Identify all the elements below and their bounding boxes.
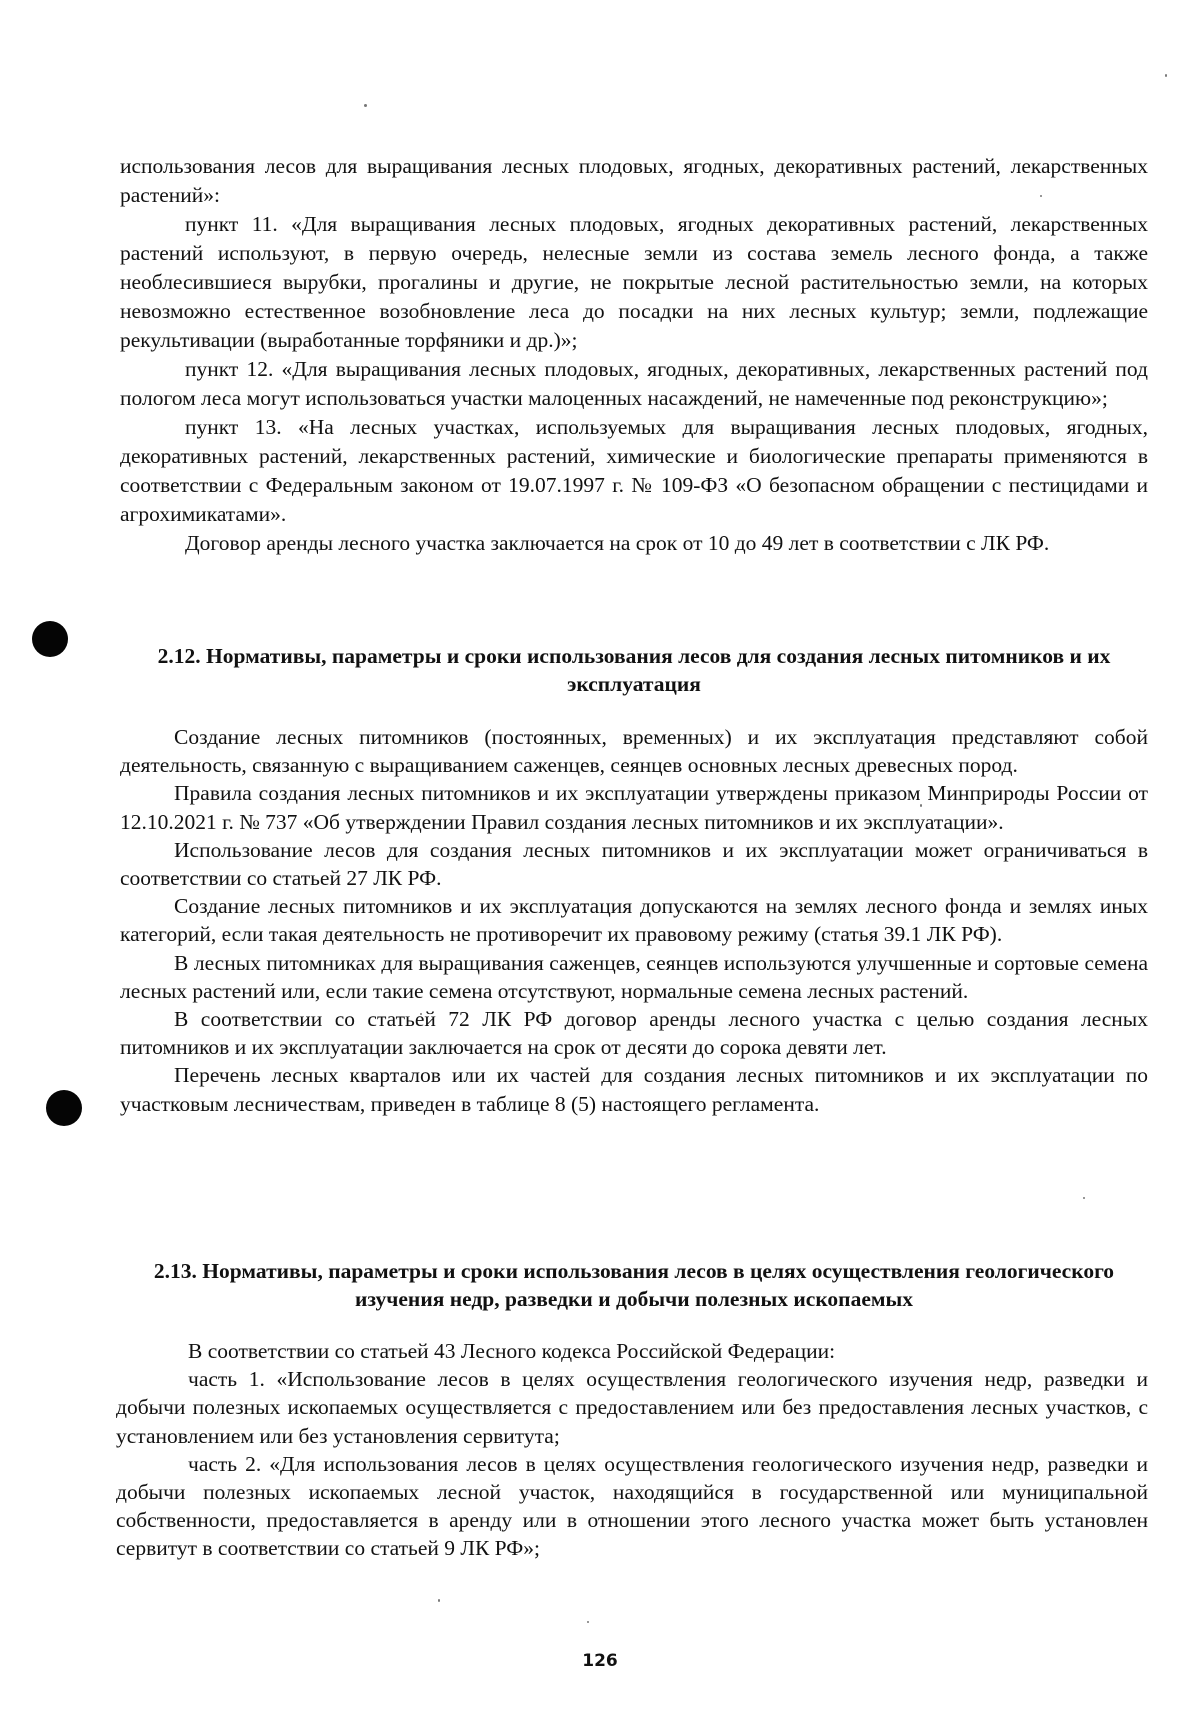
intro-paragraph: пункт 12. «Для выращивания лесных плодовых, ягодных, декоративных, лекарственных растений под пологом леса могут использоваться участки малоценных насаждений, не намеченные под реконструкцию»; (120, 357, 1148, 410)
body-paragraph: часть 2. «Для использования лесов в целях осуществления геологического изучения недр, разведки и добычи полезных ископаемых лесной участок, находящийся в государственной или муниципальной собственности, предоставляется в аренду или в отношении этого лесного участка может быть установлен сервитут в соответствии со статьей 9 ЛК РФ»; (116, 1451, 1148, 1561)
intro-block (120, 152, 1148, 558)
page-number: 126 (582, 1651, 618, 1671)
body-paragraph: Создание лесных питомников (постоянных, временных) и их эксплуатация представляют собой деятельность, связанную с выращиванием саженцев, сеянцев основных лесных древесных пород. (120, 725, 1148, 778)
section-2-12-body (120, 723, 1148, 1118)
body-paragraph: Использование лесов для создания лесных питомников и их эксплуатации может ограничиваться в соответствии со статьей 27 ЛК РФ. (120, 837, 1148, 891)
section-2-13-body (116, 1337, 1148, 1563)
section-heading-2-12: 2.12. Нормативы, параметры и сроки использования лесов для создания лесных питомников и их эксплуатация (157, 644, 1111, 696)
intro-line: использования лесов для выращивания лесных плодовых, ягодных, декоративных растений, лекарственных растений»: (120, 154, 1148, 207)
scan-speck (587, 1621, 589, 1623)
scan-speck (364, 104, 367, 107)
intro-paragraph: Договор аренды лесного участка заключается на срок от 10 до 49 лет в соответствии с ЛК РФ. (185, 531, 1050, 555)
scan-speck (1165, 74, 1167, 77)
body-paragraph: В соответствии со статьей 72 ЛК РФ договор аренды лесного участка с целью создания лесных питомников и их эксплуатации заключается на срок от десяти до сорока девяти лет. (120, 1007, 1148, 1060)
punch-hole (32, 621, 68, 657)
body-paragraph: Перечень лесных кварталов или их частей для создания лесных питомников и их эксплуатации по участковым лесничествам, приведен в таблице 8 (5) настоящего регламента. (120, 1063, 1148, 1116)
intro-paragraph: пункт 13. «На лесных участках, используемых для выращивания лесных плодовых, ягодных, декоративных растений, лекарственных растений, химические и биологические препараты применяются в соответствии с Федеральным законом от 19.07.1997 г. № 109-ФЗ «О безопасном обращении с пестицидами и агрохимикатами». (120, 415, 1148, 526)
body-paragraph: В лесных питомниках для выращивания саженцев, сеянцев используются улучшенные и сортовые семена лесных растений или, если такие семена отсутствуют, нормальные семена лесных растений. (120, 950, 1148, 1003)
scan-speck (438, 1599, 440, 1602)
body-paragraph: часть 1. «Использование лесов в целях осуществления геологического изучения недр, разведки и добычи полезных ископаемых осуществляется с предоставлением или без предоставления лесных участков, с установлением или без установления сервитута; (116, 1367, 1148, 1448)
section-heading-2-13: 2.13. Нормативы, параметры и сроки использования лесов в целях осуществления геологического изучения недр, разведки и добычи полезных ископаемых (153, 1259, 1115, 1311)
body-paragraph: Правила создания лесных питомников и их эксплуатации утверждены приказом Минприроды России от 12.10.2021 г. № 737 «Об утверждении Правил создания лесных питомников и их эксплуатации». (120, 781, 1148, 834)
body-paragraph: Создание лесных питомников и их эксплуатация допускаются на землях лесного фонда и землях иных категорий, если такая деятельность не противоречит их правовому режиму (статья 39.1 ЛК РФ). (120, 894, 1148, 947)
punch-hole (46, 1090, 82, 1126)
intro-paragraph: пункт 11. «Для выращивания лесных плодовых, ягодных декоративных растений, лекарственных растений используют, в первую очередь, нелесные земли из состава земель лесного фонда, а также необлесившиеся вырубки, прогалины и другие, не покрытые лесной растительностью земли, на которых невозможно естественное возобновление леса до посадки на них лесных культур; земли, подлежащие рекультивации (выработанные торфяники и др.)»; (120, 212, 1148, 352)
body-paragraph: В соответствии со статьей 43 Лесного кодекса Российской Федерации: (188, 1339, 836, 1363)
scan-speck (1083, 1197, 1085, 1199)
